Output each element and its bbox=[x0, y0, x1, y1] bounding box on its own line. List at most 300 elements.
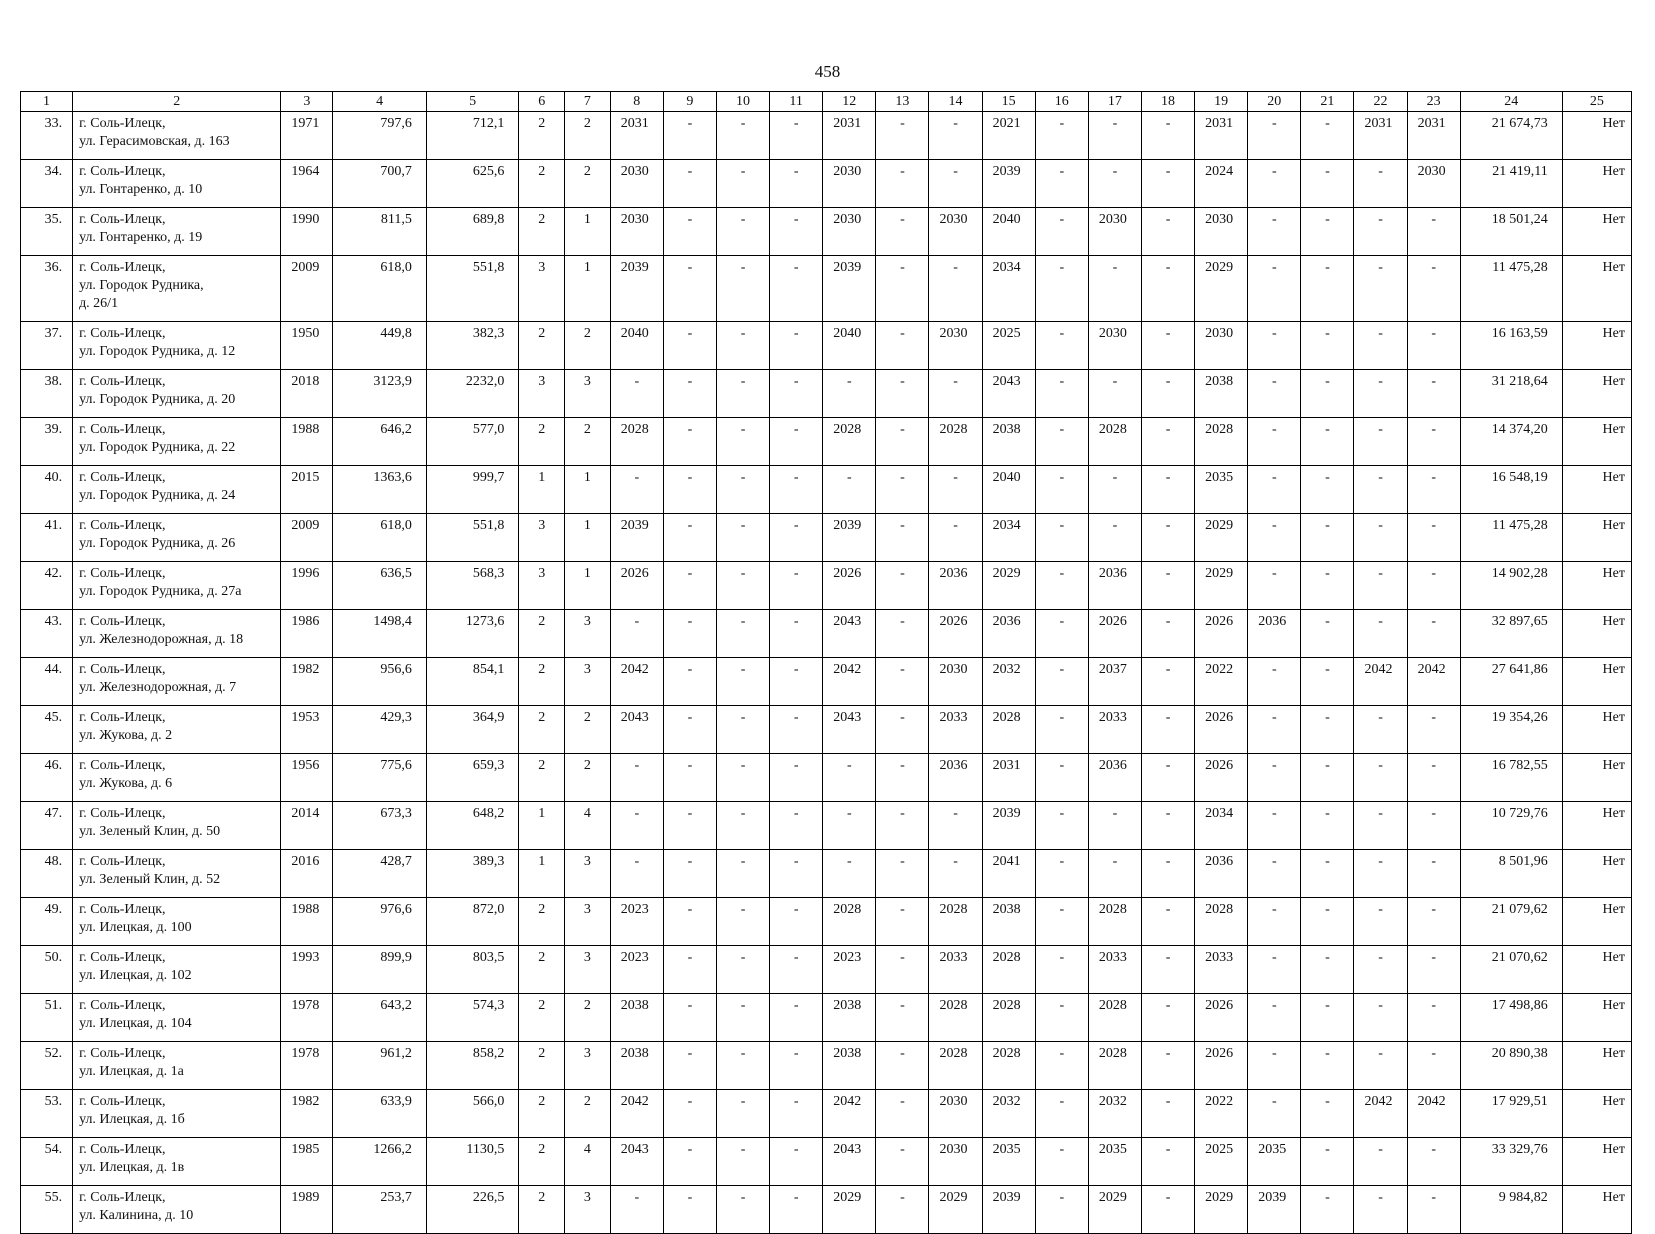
address-line: ул. Городок Рудника, д. 12 bbox=[79, 344, 236, 359]
table-cell: 568,3 bbox=[426, 562, 518, 610]
table-cell: 1988 bbox=[281, 898, 333, 946]
table-cell: - bbox=[876, 562, 929, 610]
table-cell: 2033 bbox=[929, 706, 982, 754]
table-cell: 14 374,20 bbox=[1460, 418, 1562, 466]
table-cell: - bbox=[1248, 562, 1301, 610]
address-line: ул. Городок Рудника, д. 20 bbox=[79, 392, 236, 407]
page-number: 458 bbox=[814, 62, 841, 81]
table-cell: 2043 bbox=[823, 706, 876, 754]
table-cell: - bbox=[1301, 898, 1354, 946]
address-line: г. Соль-Илецк, bbox=[79, 164, 166, 179]
table-row bbox=[21, 610, 1632, 658]
table-cell: - bbox=[663, 112, 716, 160]
table-cell: - bbox=[1248, 112, 1301, 160]
table-cell: - bbox=[1035, 1042, 1088, 1090]
table-cell: - bbox=[1141, 1042, 1194, 1090]
table-cell: 2028 bbox=[982, 1042, 1035, 1090]
table-row bbox=[21, 112, 1632, 160]
address-line: ул. Гонтаренко, д. 19 bbox=[79, 230, 203, 245]
table-cell: - bbox=[876, 1138, 929, 1186]
table-cell: - bbox=[716, 802, 769, 850]
table-cell: - bbox=[1301, 256, 1354, 322]
table-cell: - bbox=[1088, 160, 1141, 208]
table-cell: 2036 bbox=[1195, 850, 1248, 898]
address-cell bbox=[73, 322, 281, 370]
column-header: 22 bbox=[1354, 92, 1407, 112]
table-cell: 2028 bbox=[982, 994, 1035, 1042]
table-cell: - bbox=[1354, 850, 1407, 898]
table-cell: - bbox=[770, 256, 823, 322]
table-cell: 643,2 bbox=[333, 994, 427, 1042]
table-cell: 2014 bbox=[281, 802, 333, 850]
table-cell: 2038 bbox=[1195, 370, 1248, 418]
table-cell: 2028 bbox=[1195, 898, 1248, 946]
table-cell: 2031 bbox=[1407, 112, 1460, 160]
table-cell: 1978 bbox=[281, 1042, 333, 1090]
table-cell: 797,6 bbox=[333, 112, 427, 160]
table-cell: 1978 bbox=[281, 994, 333, 1042]
table-cell: 2040 bbox=[610, 322, 663, 370]
table-cell: 27 641,86 bbox=[1460, 658, 1562, 706]
table-cell: - bbox=[663, 1138, 716, 1186]
table-cell: 2030 bbox=[823, 208, 876, 256]
table-cell: - bbox=[663, 658, 716, 706]
table-cell: 2038 bbox=[823, 1042, 876, 1090]
table-cell: 2030 bbox=[929, 658, 982, 706]
table-cell: 1953 bbox=[281, 706, 333, 754]
address-line: г. Соль-Илецк, bbox=[79, 470, 166, 485]
table-cell: - bbox=[1354, 1138, 1407, 1186]
table-cell: Нет bbox=[1562, 850, 1631, 898]
table-cell: 648,2 bbox=[426, 802, 518, 850]
table-cell: - bbox=[663, 562, 716, 610]
address-cell bbox=[73, 802, 281, 850]
column-header: 14 bbox=[929, 92, 982, 112]
address-cell bbox=[73, 256, 281, 322]
table-cell: 2026 bbox=[1195, 610, 1248, 658]
table-cell: 872,0 bbox=[426, 898, 518, 946]
table-cell: Нет bbox=[1562, 256, 1631, 322]
table-cell: 577,0 bbox=[426, 418, 518, 466]
table-cell: 2038 bbox=[610, 994, 663, 1042]
table-cell: 2015 bbox=[281, 466, 333, 514]
address-cell bbox=[73, 514, 281, 562]
table-row bbox=[21, 1090, 1632, 1138]
table-cell: - bbox=[1248, 208, 1301, 256]
table-row bbox=[21, 370, 1632, 418]
table-cell: Нет bbox=[1562, 562, 1631, 610]
table-cell: - bbox=[1407, 802, 1460, 850]
table-cell: - bbox=[1141, 514, 1194, 562]
table-row bbox=[21, 802, 1632, 850]
table-cell: Нет bbox=[1562, 946, 1631, 994]
table-cell: - bbox=[716, 160, 769, 208]
table-cell: 49. bbox=[21, 898, 73, 946]
table-cell: 3 bbox=[519, 370, 565, 418]
table-cell: 2039 bbox=[610, 256, 663, 322]
table-cell: 1971 bbox=[281, 112, 333, 160]
table-cell: 2030 bbox=[1088, 208, 1141, 256]
table-cell: - bbox=[876, 466, 929, 514]
table-cell: - bbox=[876, 850, 929, 898]
table-cell: - bbox=[876, 322, 929, 370]
table-cell: - bbox=[1354, 754, 1407, 802]
table-cell: - bbox=[1141, 370, 1194, 418]
table-cell: - bbox=[770, 160, 823, 208]
table-cell: - bbox=[823, 754, 876, 802]
table-cell: - bbox=[1141, 562, 1194, 610]
table-row bbox=[21, 658, 1632, 706]
table-cell: 2034 bbox=[982, 514, 1035, 562]
table-cell: 11 475,28 bbox=[1460, 514, 1562, 562]
table-cell: 2030 bbox=[823, 160, 876, 208]
table-cell: - bbox=[1407, 208, 1460, 256]
table-cell: Нет bbox=[1562, 994, 1631, 1042]
table-cell: 10 729,76 bbox=[1460, 802, 1562, 850]
table-cell: - bbox=[1301, 610, 1354, 658]
table-cell: - bbox=[663, 208, 716, 256]
table-cell: 2030 bbox=[610, 160, 663, 208]
table-cell: - bbox=[1354, 898, 1407, 946]
table-cell: - bbox=[1354, 562, 1407, 610]
table-cell: - bbox=[1248, 754, 1301, 802]
table-cell: - bbox=[1141, 754, 1194, 802]
table-cell: 2026 bbox=[1195, 1042, 1248, 1090]
table-cell: Нет bbox=[1562, 160, 1631, 208]
address-cell bbox=[73, 898, 281, 946]
table-cell: 1950 bbox=[281, 322, 333, 370]
address-line: ул. Зеленый Клин, д. 50 bbox=[79, 824, 221, 839]
table-cell: 2016 bbox=[281, 850, 333, 898]
address-cell bbox=[73, 1042, 281, 1090]
table-cell: 1989 bbox=[281, 1186, 333, 1234]
table-cell: 1 bbox=[519, 850, 565, 898]
table-cell: - bbox=[716, 1042, 769, 1090]
table-cell: 34. bbox=[21, 160, 73, 208]
table-cell: - bbox=[876, 208, 929, 256]
table-cell: - bbox=[770, 1186, 823, 1234]
table-cell: - bbox=[1035, 256, 1088, 322]
table-cell: 36. bbox=[21, 256, 73, 322]
table-cell: 2042 bbox=[610, 1090, 663, 1138]
table-cell: - bbox=[1354, 1042, 1407, 1090]
table-cell: 2026 bbox=[929, 610, 982, 658]
table-cell: 2030 bbox=[929, 208, 982, 256]
table-cell: 3 bbox=[565, 850, 611, 898]
table-cell: 2009 bbox=[281, 514, 333, 562]
table-cell: - bbox=[1301, 418, 1354, 466]
table-cell: 2042 bbox=[823, 1090, 876, 1138]
table-cell: 961,2 bbox=[333, 1042, 427, 1090]
table-cell: 2040 bbox=[982, 466, 1035, 514]
table-cell: 48. bbox=[21, 850, 73, 898]
table-cell: 9 984,82 bbox=[1460, 1186, 1562, 1234]
table-cell: - bbox=[1088, 802, 1141, 850]
table-cell: - bbox=[716, 562, 769, 610]
address-line: г. Соль-Илецк, bbox=[79, 614, 166, 629]
table-cell: - bbox=[1301, 994, 1354, 1042]
table-cell: 2036 bbox=[1088, 562, 1141, 610]
table-cell: - bbox=[1301, 514, 1354, 562]
table-cell: - bbox=[1248, 898, 1301, 946]
table-cell: - bbox=[716, 1090, 769, 1138]
table-cell: 2029 bbox=[1088, 1186, 1141, 1234]
address-cell bbox=[73, 706, 281, 754]
table-row bbox=[21, 754, 1632, 802]
table-cell: - bbox=[716, 754, 769, 802]
table-cell: 19 354,26 bbox=[1460, 706, 1562, 754]
table-cell: - bbox=[1407, 1186, 1460, 1234]
table-cell: 2031 bbox=[1195, 112, 1248, 160]
table-cell: - bbox=[929, 802, 982, 850]
table-cell: 449,8 bbox=[333, 322, 427, 370]
address-line: ул. Герасимовская, д. 163 bbox=[79, 134, 230, 149]
table-cell: 1 bbox=[565, 256, 611, 322]
table-cell: 3 bbox=[565, 946, 611, 994]
table-cell: - bbox=[716, 850, 769, 898]
table-cell: 253,7 bbox=[333, 1186, 427, 1234]
table-cell: 2039 bbox=[823, 514, 876, 562]
table-cell: - bbox=[1407, 322, 1460, 370]
table-cell: 551,8 bbox=[426, 256, 518, 322]
table-cell: 2023 bbox=[823, 946, 876, 994]
address-cell bbox=[73, 1186, 281, 1234]
address-line: ул. Илецкая, д. 1в bbox=[79, 1160, 185, 1175]
table-cell: - bbox=[663, 898, 716, 946]
table-cell: - bbox=[876, 898, 929, 946]
table-cell: - bbox=[1035, 754, 1088, 802]
column-header: 20 bbox=[1248, 92, 1301, 112]
table-cell: - bbox=[1141, 610, 1194, 658]
table-cell: 1130,5 bbox=[426, 1138, 518, 1186]
table-cell: - bbox=[1248, 466, 1301, 514]
table-cell: 47. bbox=[21, 802, 73, 850]
table-cell: - bbox=[1035, 658, 1088, 706]
table-cell: - bbox=[1354, 802, 1407, 850]
table-cell: 43. bbox=[21, 610, 73, 658]
table-cell: - bbox=[1141, 1186, 1194, 1234]
table-row bbox=[21, 160, 1632, 208]
table-cell: - bbox=[663, 610, 716, 658]
table-cell: 2 bbox=[519, 1042, 565, 1090]
table-cell: - bbox=[1141, 802, 1194, 850]
table-cell: 2039 bbox=[823, 256, 876, 322]
table-cell: - bbox=[716, 418, 769, 466]
column-header: 18 bbox=[1141, 92, 1194, 112]
table-cell: 2040 bbox=[982, 208, 1035, 256]
table-cell: 8 501,96 bbox=[1460, 850, 1562, 898]
table-cell: - bbox=[876, 994, 929, 1042]
table-cell: - bbox=[1301, 802, 1354, 850]
table-cell: - bbox=[1141, 850, 1194, 898]
table-cell: - bbox=[1301, 658, 1354, 706]
table-cell: - bbox=[770, 466, 823, 514]
table-cell: - bbox=[1407, 562, 1460, 610]
table-cell: 2042 bbox=[1354, 1090, 1407, 1138]
table-cell: - bbox=[1248, 1042, 1301, 1090]
table-cell: 2 bbox=[565, 754, 611, 802]
table-cell: 2 bbox=[519, 418, 565, 466]
table-cell: - bbox=[716, 1138, 769, 1186]
address-cell bbox=[73, 370, 281, 418]
table-cell: 1990 bbox=[281, 208, 333, 256]
table-cell: 2 bbox=[565, 112, 611, 160]
table-cell: 2 bbox=[519, 754, 565, 802]
table-cell: - bbox=[770, 994, 823, 1042]
table-cell: 1982 bbox=[281, 1090, 333, 1138]
table-cell: Нет bbox=[1562, 1042, 1631, 1090]
table-cell: 1 bbox=[519, 466, 565, 514]
table-cell: 2009 bbox=[281, 256, 333, 322]
table-cell: 2043 bbox=[610, 706, 663, 754]
table-cell: 1964 bbox=[281, 160, 333, 208]
table-cell: - bbox=[610, 370, 663, 418]
table-cell: 2024 bbox=[1195, 160, 1248, 208]
table-cell: - bbox=[1248, 802, 1301, 850]
table-cell: 3 bbox=[565, 1186, 611, 1234]
table-cell: 42. bbox=[21, 562, 73, 610]
table-cell: - bbox=[823, 466, 876, 514]
table-cell: - bbox=[1035, 994, 1088, 1042]
table-cell: - bbox=[1035, 466, 1088, 514]
table-cell: - bbox=[1141, 1090, 1194, 1138]
column-header: 6 bbox=[519, 92, 565, 112]
table-cell: 2029 bbox=[929, 1186, 982, 1234]
table-cell: - bbox=[1407, 898, 1460, 946]
address-line: ул. Илецкая, д. 100 bbox=[79, 920, 192, 935]
table-cell: - bbox=[716, 208, 769, 256]
table-cell: 33 329,76 bbox=[1460, 1138, 1562, 1186]
column-header: 15 bbox=[982, 92, 1035, 112]
address-cell bbox=[73, 418, 281, 466]
table-cell: 1 bbox=[565, 562, 611, 610]
table-cell: 2038 bbox=[982, 898, 1035, 946]
column-header: 21 bbox=[1301, 92, 1354, 112]
table-cell: - bbox=[1248, 994, 1301, 1042]
address-line: ул. Городок Рудника, д. 27а bbox=[79, 584, 242, 599]
table-cell: 2 bbox=[519, 322, 565, 370]
table-cell: 51. bbox=[21, 994, 73, 1042]
table-row bbox=[21, 994, 1632, 1042]
column-header: 19 bbox=[1195, 92, 1248, 112]
table-cell: 2 bbox=[519, 610, 565, 658]
table-cell: 35. bbox=[21, 208, 73, 256]
table-cell: 21 419,11 bbox=[1460, 160, 1562, 208]
table-cell: 52. bbox=[21, 1042, 73, 1090]
table-cell: 32 897,65 bbox=[1460, 610, 1562, 658]
table-cell: 2029 bbox=[1195, 1186, 1248, 1234]
table-cell: 2036 bbox=[1248, 610, 1301, 658]
table-cell: 2028 bbox=[929, 418, 982, 466]
table-cell: Нет bbox=[1562, 466, 1631, 514]
table-cell: 2 bbox=[519, 160, 565, 208]
table-cell: 956,6 bbox=[333, 658, 427, 706]
table-cell: 3123,9 bbox=[333, 370, 427, 418]
table-cell: 2232,0 bbox=[426, 370, 518, 418]
address-line: ул. Илецкая, д. 104 bbox=[79, 1016, 192, 1031]
table-cell: 2035 bbox=[1195, 466, 1248, 514]
table-cell: 2028 bbox=[1088, 418, 1141, 466]
table-cell: - bbox=[1354, 466, 1407, 514]
table-cell: 2030 bbox=[929, 322, 982, 370]
table-cell: 2042 bbox=[823, 658, 876, 706]
table-cell: 21 674,73 bbox=[1460, 112, 1562, 160]
table-cell: 2028 bbox=[982, 946, 1035, 994]
table-row bbox=[21, 1138, 1632, 1186]
table-cell: 2 bbox=[519, 208, 565, 256]
table-cell: - bbox=[770, 562, 823, 610]
table-cell: 1985 bbox=[281, 1138, 333, 1186]
table-cell: 633,9 bbox=[333, 1090, 427, 1138]
table-cell: - bbox=[876, 706, 929, 754]
address-line: г. Соль-Илецк, bbox=[79, 260, 166, 275]
address-line: д. 26/1 bbox=[79, 296, 119, 311]
table-cell: 2033 bbox=[1195, 946, 1248, 994]
address-line: ул. Жукова, д. 2 bbox=[79, 728, 173, 743]
table-cell: 16 548,19 bbox=[1460, 466, 1562, 514]
table-cell: 40. bbox=[21, 466, 73, 514]
table-cell: - bbox=[770, 1138, 823, 1186]
table-cell: 1498,4 bbox=[333, 610, 427, 658]
table-cell: 803,5 bbox=[426, 946, 518, 994]
address-cell bbox=[73, 1090, 281, 1138]
table-cell: 39. bbox=[21, 418, 73, 466]
table-cell: 2026 bbox=[1195, 994, 1248, 1042]
column-header: 8 bbox=[610, 92, 663, 112]
table-cell: - bbox=[876, 610, 929, 658]
table-cell: - bbox=[1141, 322, 1194, 370]
table-cell: - bbox=[1248, 658, 1301, 706]
table-cell: Нет bbox=[1562, 1138, 1631, 1186]
address-line: г. Соль-Илецк, bbox=[79, 566, 166, 581]
table-cell: - bbox=[929, 112, 982, 160]
table-cell: - bbox=[1407, 850, 1460, 898]
table-cell: - bbox=[1088, 112, 1141, 160]
table-cell: 618,0 bbox=[333, 514, 427, 562]
table-cell: 2031 bbox=[982, 754, 1035, 802]
address-line: г. Соль-Илецк, bbox=[79, 326, 166, 341]
table-cell: - bbox=[770, 898, 823, 946]
address-cell bbox=[73, 208, 281, 256]
table-cell: - bbox=[770, 208, 823, 256]
address-line: ул. Железнодорожная, д. 18 bbox=[79, 632, 244, 647]
column-header: 16 bbox=[1035, 92, 1088, 112]
table-cell: - bbox=[716, 994, 769, 1042]
table-cell: 2 bbox=[565, 706, 611, 754]
table-cell: 2030 bbox=[929, 1138, 982, 1186]
table-cell: 1 bbox=[565, 466, 611, 514]
table-cell: 2028 bbox=[929, 994, 982, 1042]
table-cell: - bbox=[1301, 946, 1354, 994]
table-cell: 2029 bbox=[823, 1186, 876, 1234]
table-cell: - bbox=[770, 370, 823, 418]
table-cell: - bbox=[1407, 418, 1460, 466]
table-cell: - bbox=[716, 610, 769, 658]
table-cell: 2028 bbox=[929, 898, 982, 946]
table-cell: 55. bbox=[21, 1186, 73, 1234]
table-cell: - bbox=[823, 802, 876, 850]
table-cell: 364,9 bbox=[426, 706, 518, 754]
table-cell: - bbox=[1088, 850, 1141, 898]
table-cell: - bbox=[1141, 994, 1194, 1042]
table-cell: - bbox=[1301, 562, 1354, 610]
table-cell: - bbox=[1141, 946, 1194, 994]
table-cell: - bbox=[1407, 370, 1460, 418]
address-line: г. Соль-Илецк, bbox=[79, 902, 166, 917]
table-cell: 2039 bbox=[982, 1186, 1035, 1234]
table-cell: 50. bbox=[21, 946, 73, 994]
table-cell: 2028 bbox=[1088, 1042, 1141, 1090]
